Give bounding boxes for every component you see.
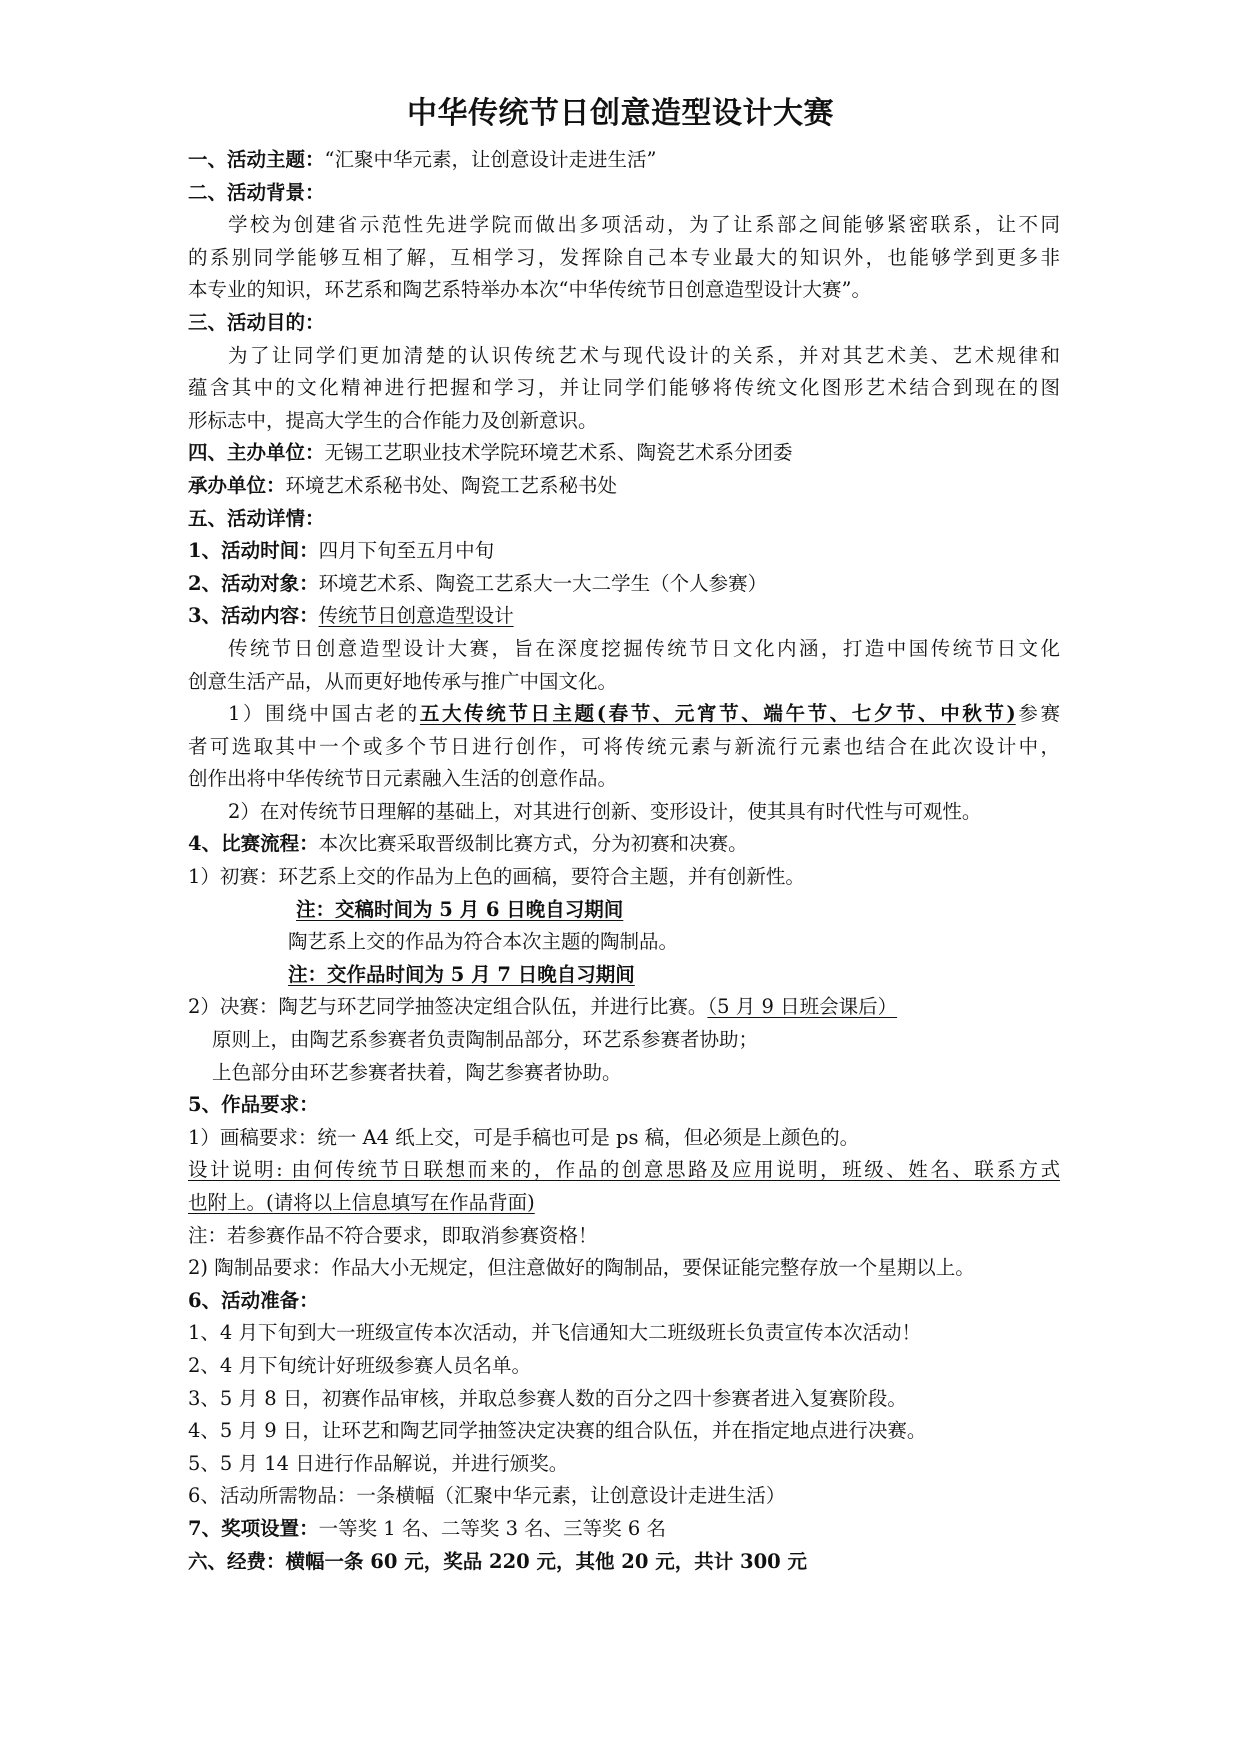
list-item: 5、5 月 14 日进行作品解说，并进行颁奖。 (188, 1451, 569, 1475)
section-label: 四、主办单位： (188, 441, 325, 465)
paragraph-line (188, 1187, 1060, 1220)
detail-label: 3、活动内容： (188, 604, 319, 628)
section-purpose-heading (188, 307, 1060, 340)
document-body (188, 144, 1060, 1578)
section-text: 环境艺术系秘书处、陶瓷工艺系秘书处 (285, 473, 618, 497)
list-item: 1、4 月下旬到大一班级宣传本次活动，并飞信通知大二班级班长负责宣传本次活动！ (188, 1321, 922, 1345)
paragraph-line: 原则上，由陶艺系参赛者负责陶制品部分，环艺系参赛者协助； (212, 1028, 759, 1052)
text-run: 1）围绕中国古老的 (228, 702, 420, 726)
paragraph-line: 学校为创建省示范性先进学院而做出多项活动，为了让系部之间能够紧密联系，让不同 (228, 213, 1060, 237)
paragraph-line: 2）在对传统节日理解的基础上，对其进行创新、变形设计，使其具有时代性与可观性。 (228, 799, 982, 823)
paragraph-line: 蕴含其中的文化精神进行把握和学习，并让同学们能够将传统文化图形艺术结合到现在的图 (188, 376, 1060, 400)
detail-label: 4、比赛流程： (188, 832, 319, 856)
deadline-text: 注：交稿时间为 5 月 6 日晚自习期间 (296, 897, 624, 921)
section-details-heading (188, 503, 1060, 536)
text-run: 参赛 (1015, 702, 1060, 726)
detail-text: 本次比赛采取晋级制比赛方式，分为初赛和决赛。 (318, 832, 748, 856)
detail-text: 一等奖 1 名、二等奖 3 名、三等奖 6 名 (318, 1516, 666, 1540)
detail-label: 2、活动对象： (188, 571, 319, 595)
text-run: 2）决赛：陶艺与环艺同学抽签决定组合队伍，并进行比赛。 (188, 995, 708, 1019)
paragraph-line: 陶艺系上交的作品为符合本次主题的陶制品。 (288, 930, 679, 954)
paragraph-line: 创作出将中华传统节日元素融入生活的创意作品。 (188, 767, 618, 791)
section-co-organizer (188, 470, 1060, 503)
paragraph-line: 本专业的知识，环艺系和陶艺系特举办本次“中华传统节日创意造型设计大赛”。 (188, 278, 871, 302)
detail-requirements-heading (188, 1089, 1060, 1122)
section-organizer (188, 437, 1060, 470)
paragraph-line: 为了让同学们更加清楚的认识传统艺术与现代设计的关系，并对其艺术美、艺术规律和 (228, 343, 1060, 367)
detail-text: 传统节日创意造型设计 (318, 604, 514, 628)
detail-content (188, 600, 1060, 633)
paragraph-line: 注：若参赛作品不符合要求，即取消参赛资格！ (188, 1223, 598, 1247)
list-item: 6、活动所需物品：一条横幅（汇聚中华元素，让创意设计走进生活） (188, 1484, 786, 1508)
detail-preparation-heading (188, 1285, 1060, 1318)
paragraph-line: 创意生活产品，从而更好地传承与推广中国文化。 (188, 669, 618, 693)
detail-label: 7、奖项设置： (188, 1516, 319, 1540)
section-label: 承办单位： (188, 473, 286, 497)
paragraph-line (188, 698, 1060, 731)
deadline-text: 注：交作品时间为 5 月 7 日晚自习期间 (288, 962, 635, 986)
list-item: 4、5 月 9 日，让环艺和陶艺同学抽签决定决赛的组合队伍，并在指定地点进行决赛。 (188, 1419, 927, 1443)
section-budget (188, 1546, 1060, 1579)
section-text: 无锡工艺职业技术学院环境艺术系、陶瓷艺术系分团委 (324, 441, 793, 465)
detail-text: 四月下旬至五月中旬 (318, 539, 495, 563)
list-item: 2、4 月下旬统计好班级参赛人员名单。 (188, 1353, 532, 1377)
paragraph-line: 传统节日创意造型设计大赛，旨在深度挖掘传统节日文化内涵，打造中国传统节日文化 (228, 636, 1060, 660)
detail-label: 1、活动时间： (188, 539, 319, 563)
section-label: 三、活动目的： (188, 310, 325, 334)
paragraph-line: 形标志中，提高大学生的合作能力及创新意识。 (188, 408, 598, 432)
paragraph-line (188, 991, 1060, 1024)
design-notes: 也附上。(请将以上信息填写在作品背面) (188, 1191, 535, 1214)
deadline-note (188, 894, 1060, 927)
list-item: 3、5 月 8 日，初赛作品审核，并取总参赛人数的百分之四十参赛者进入复赛阶段。 (188, 1386, 907, 1410)
paragraph-line: 2) 陶制品要求：作品大小无规定，但注意做好的陶制品，要保证能完整存放一个星期以上。 (188, 1256, 975, 1280)
detail-participants (188, 568, 1060, 601)
paragraph-line: 1）画稿要求：统一 A4 纸上交，可是手稿也可是 ps 稿，但必须是上颜色的。 (188, 1125, 860, 1149)
detail-label: 6、活动准备： (188, 1288, 319, 1312)
paragraph-line (188, 1154, 1060, 1187)
page-title: 中华传统节日创意造型设计大赛 (407, 96, 834, 131)
paragraph-line: 1）初赛：环艺系上交的作品为上色的画稿，要符合主题，并有创新性。 (188, 865, 805, 889)
final-date: （5 月 9 日班会课后） (707, 995, 898, 1019)
detail-awards (188, 1513, 1060, 1546)
detail-label: 5、作品要求： (188, 1093, 319, 1117)
section-text: “汇聚中华元素，让创意设计走进生活” (324, 148, 657, 171)
detail-text: 环境艺术系、陶瓷工艺系大一大二学生（个人参赛） (318, 571, 768, 595)
detail-process (188, 828, 1060, 861)
paragraph-line: 的系别同学能够互相了解，互相学习，发挥除自己本专业最大的知识外，也能够学到更多非 (188, 245, 1060, 269)
section-theme (188, 144, 1060, 177)
budget-text: 六、经费：横幅一条 60 元，奖品 220 元，其他 20 元，共计 300 元 (188, 1549, 807, 1573)
section-label: 二、活动背景： (188, 180, 325, 204)
deadline-note (188, 959, 1060, 992)
design-notes: 设计说明: 由何传统节日联想而来的，作品的创意思路及应用说明，班级、姓名、联系方式 (188, 1158, 1060, 1182)
paragraph-line: 上色部分由环艺参赛者扶着，陶艺参赛者协助。 (212, 1060, 622, 1084)
section-background-heading (188, 177, 1060, 210)
detail-time (188, 535, 1060, 568)
section-label: 五、活动详情： (188, 506, 325, 530)
paragraph-line: 者可选取其中一个或多个节日进行创作，可将传统元素与新流行元素也结合在此次设计中， (188, 734, 1060, 758)
festival-themes: 五大传统节日主题(春节、元宵节、端午节、七夕节、中秋节) (419, 702, 1016, 726)
section-label: 一、活动主题： (188, 148, 325, 171)
